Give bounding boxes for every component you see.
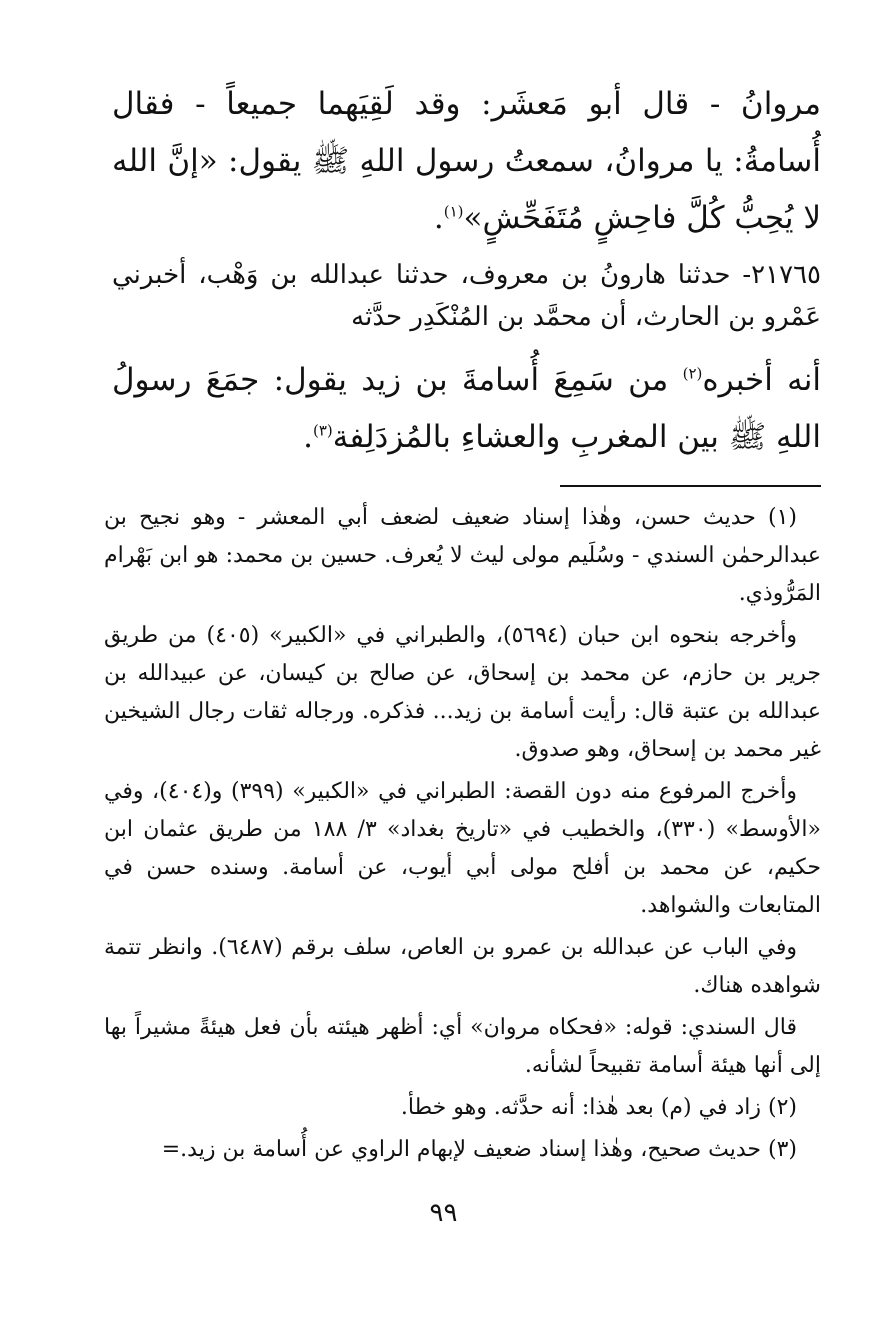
footnote-1-paragraph-5: قال السندي: قوله: «فحكاه مروان» أي: أظهر هيئته بأن فعل هيئةً مشيراً بها إلى أنها هيئة أسامة تقبيحاً لشأنه. <box>104 1015 821 1078</box>
footnote-ref-3[interactable]: (٣) <box>312 421 333 440</box>
footnote-ref-1[interactable]: (١) <box>443 202 464 221</box>
footnote-1-paragraph-1: (١) حديث حسن، وهٰذا إسناد ضعيف لضعف أبي المعشر - وهو نجيح بن عبدالرحمٰن السندي - وسُلَيم مولى ليث لا يُعرف. حسين بن محمد: هو ابن بَهْرام المَرُّوذي. <box>104 505 821 606</box>
hadith-body: مروانُ - قال أبو مَعشَر: وقد لَقِيَهما جميعاً - فقال أُسامةُ: يا مروانُ، سمعتُ رسول اللهِ ﷺ يقول: «إنَّ الله لا يُحِبُّ كُلَّ فاحِشٍ مُتَفَحِّشٍ» <box>112 86 821 236</box>
footnote-1-paragraph-4: وفي الباب عن عبدالله بن عمرو بن العاص، سلف برقم (٦٤٨٧). وانظر تتمة شواهده هناك. <box>104 935 821 998</box>
hadith-text <box>112 76 821 247</box>
footnote-divider <box>560 485 821 487</box>
period: . <box>303 419 313 455</box>
period: . <box>433 200 444 236</box>
page-number: ٩٩ <box>429 1198 458 1228</box>
footnotes-section <box>104 499 821 1169</box>
footnote-2: (٢) زاد في (م) بعد هٰذا: أنه حدَّثه. وهو خطأ. <box>400 1095 797 1120</box>
matn-text <box>112 352 821 466</box>
hadith-isnad <box>112 254 821 338</box>
hadith-matn <box>112 352 821 466</box>
hadith-continuation <box>112 76 821 247</box>
footnote-1-paragraph-2: وأخرجه بنحوه ابن حبان (٥٦٩٤)، والطبراني في «الكبير» (٤٠٥) من طريق جرير بن حازم، عن محمد بن إسحاق، عن صالح بن كيسان، عن عبيدالله بن عبدالله بن عتبة قال: رأيت أسامة بن زيد... فذكره. ورجاله ثقات رجال الشيخين غير محمد بن إسحاق، وهو صدوق. <box>104 623 821 762</box>
footnote-ref-2[interactable]: (٢) <box>682 364 703 383</box>
footnote-3: (٣) حديث صحيح، وهٰذا إسناد ضعيف لإبهام الراوي عن أُسامة بن زيد.= <box>161 1137 797 1162</box>
matn-part-a: أنه أخبره <box>702 362 821 398</box>
matn-part-b: من سَمِعَ أُسامةَ بن زيد يقول: جمَعَ رسولُ اللهِ ﷺ بين المغربِ والعشاءِ بالمُزدَلِفة <box>112 362 821 455</box>
footnote-1-paragraph-3: وأخرج المرفوع منه دون القصة: الطبراني في «الكبير» (٣٩٩) و(٤٠٤)، وفي «الأوسط» (٣٣٠)، والخطيب في «تاريخ بغداد» ٣/ ١٨٨ من طريق عثمان ابن حكيم، عن محمد بن أفلح مولى أبي أيوب، عن أسامة. وسنده حسن في المتابعات والشواهد. <box>104 779 822 918</box>
isnad-text: ٢١٧٦٥- حدثنا هارونُ بن معروف، حدثنا عبدالله بن وَهْب، أخبرني عَمْرو بن الحارث، أن محمَّد بن المُنْكَدِر حدَّثه <box>112 260 821 332</box>
